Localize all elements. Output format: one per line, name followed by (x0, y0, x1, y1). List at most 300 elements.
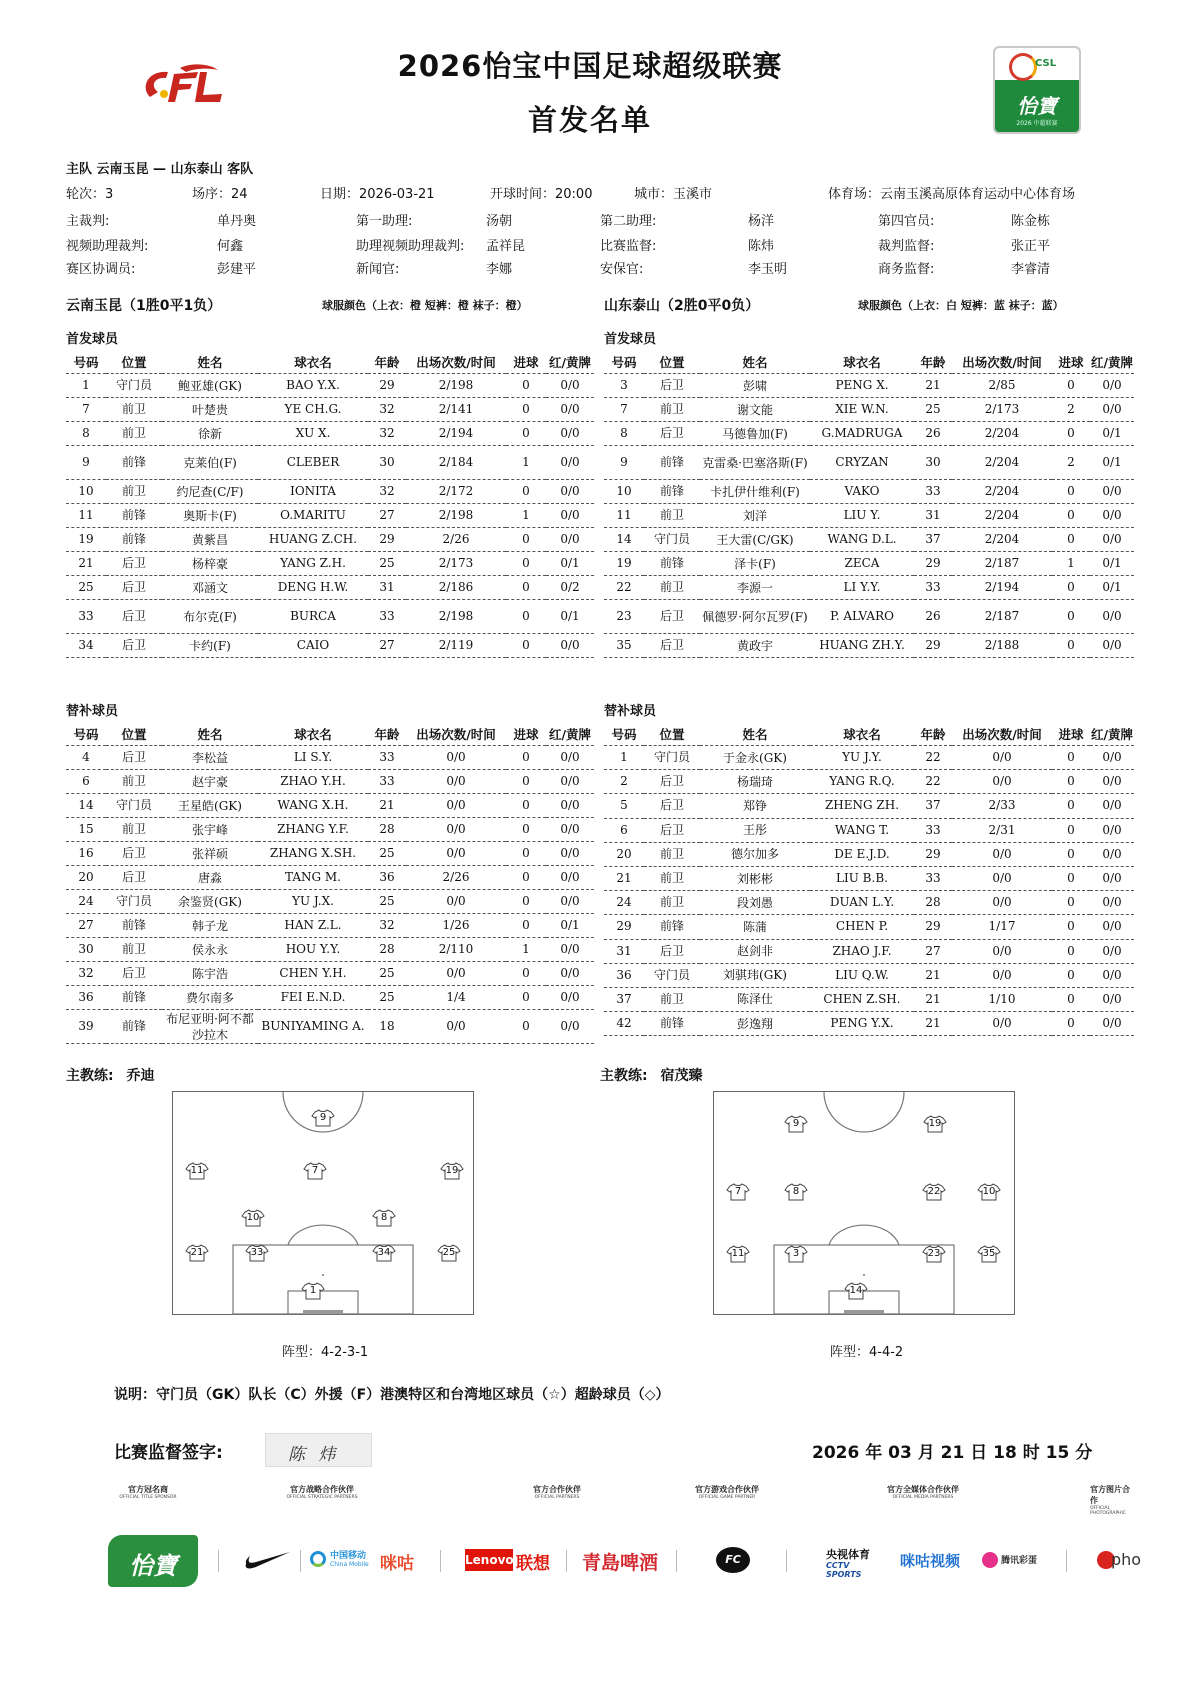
table-cell: 0/0 (546, 504, 594, 528)
player-jersey-icon (785, 1245, 807, 1263)
table-cell: 1/10 (952, 987, 1052, 1011)
column-header: 年龄 (368, 351, 406, 374)
table-cell: IONITA (258, 480, 368, 504)
table-cell: 0 (1052, 480, 1090, 504)
column-header: 进球 (506, 351, 546, 374)
table-cell: 33 (914, 818, 952, 842)
player-number: 11 (731, 1248, 745, 1259)
table-cell: CHEN P. (810, 915, 914, 939)
table-cell: 29 (914, 634, 952, 658)
player-number: 8 (792, 1186, 800, 1197)
table-cell: 1 (604, 746, 644, 770)
table-cell: 韩子龙 (162, 914, 258, 938)
yibao-logo: 怡寶 (108, 1535, 198, 1587)
table-cell: 2/85 (952, 374, 1052, 398)
table-cell: 29 (368, 374, 406, 398)
table-cell: 前锋 (644, 480, 700, 504)
table-cell: 2/31 (952, 818, 1052, 842)
player-number: 1 (309, 1285, 317, 1296)
table-cell: 25 (368, 986, 406, 1010)
table-cell: 0 (1052, 842, 1090, 866)
table-cell: 21 (914, 987, 952, 1011)
table-cell: 21 (368, 794, 406, 818)
official-name: 陈金栋 (1011, 214, 1051, 229)
table-cell: 25 (66, 576, 106, 600)
table-cell: 32 (368, 914, 406, 938)
table-cell: 0/1 (546, 552, 594, 576)
table-row (66, 480, 594, 504)
table-cell: 0/0 (406, 842, 506, 866)
player-jersey-icon (373, 1244, 395, 1262)
away-formation: 阵型：4-4-2 (830, 1345, 904, 1360)
column-header: 红/黄牌 (546, 351, 594, 374)
table-cell: 0 (1052, 528, 1090, 552)
table-cell: 2/26 (406, 528, 506, 552)
table-cell: 0/0 (546, 446, 594, 480)
table-cell: 1/4 (406, 986, 506, 1010)
table-cell: 后卫 (644, 818, 700, 842)
table-cell: 0/0 (546, 890, 594, 914)
table-cell: 前卫 (644, 987, 700, 1011)
table-cell: 33 (914, 576, 952, 600)
player-jersey-icon (978, 1183, 1000, 1201)
official-name: 李睿清 (1011, 262, 1051, 277)
table-cell: 0 (1052, 746, 1090, 770)
table-cell: 8 (604, 422, 644, 446)
official-label: 新闻官: (356, 262, 400, 277)
table-cell: 0/0 (546, 398, 594, 422)
table-cell: 14 (604, 528, 644, 552)
table-cell: 0/0 (952, 939, 1052, 963)
table-cell: 42 (604, 1012, 644, 1036)
table-row (604, 939, 1134, 963)
table-cell: VAKO (810, 480, 914, 504)
column-header: 年龄 (914, 351, 952, 374)
table-cell: 黄政宇 (700, 634, 810, 658)
table-cell: 陈泽仕 (700, 987, 810, 1011)
table-cell: 0/0 (952, 746, 1052, 770)
table-cell: 王星皓(GK) (162, 794, 258, 818)
table-row (604, 398, 1134, 422)
table-row (604, 422, 1134, 446)
table-row (604, 866, 1134, 890)
sponsor-category-sub: OFFICIAL PHOTOGRAPHIC (1090, 1506, 1127, 1516)
table-cell: 0/1 (1090, 446, 1134, 480)
table-cell: 0/0 (1090, 915, 1134, 939)
official-name: 李玉明 (748, 262, 788, 277)
table-cell: PENG X. (810, 374, 914, 398)
away-coach-name: 宿茂臻 (660, 1068, 703, 1084)
table-cell: 0/0 (1090, 866, 1134, 890)
table-cell: 0/1 (1090, 422, 1134, 446)
table-cell: 0 (506, 746, 546, 770)
table-cell: 37 (604, 987, 644, 1011)
table-cell: 2/204 (952, 504, 1052, 528)
table-cell: 14 (66, 794, 106, 818)
table-cell: 前卫 (106, 480, 162, 504)
game-no-info: 场序：24 (192, 187, 248, 202)
table-cell: 0 (1052, 794, 1090, 818)
table-cell: 1 (66, 374, 106, 398)
table-row (66, 842, 594, 866)
table-cell: 16 (66, 842, 106, 866)
table-cell: 0/0 (546, 528, 594, 552)
table-row (604, 794, 1134, 818)
table-cell: 2/186 (406, 576, 506, 600)
table-cell: 0/0 (952, 842, 1052, 866)
table-cell: 1/17 (952, 915, 1052, 939)
table-cell: 前锋 (106, 1010, 162, 1044)
table-cell: 2/173 (952, 398, 1052, 422)
table-cell: 0 (1052, 866, 1090, 890)
table-cell: 前卫 (106, 398, 162, 422)
table-cell: 0 (1052, 770, 1090, 794)
migu-video-logo: 咪咕视频 (900, 1552, 961, 1570)
table-cell: 32 (66, 962, 106, 986)
table-cell: 王彤 (700, 818, 810, 842)
table-cell: G.MADRUGA (810, 422, 914, 446)
column-header: 球衣名 (810, 351, 914, 374)
table-cell: 守门员 (106, 374, 162, 398)
table-cell: CHEN Y.H. (258, 962, 368, 986)
sponsor-category-label: 官方全媒体合作伙伴 (887, 1485, 959, 1494)
table-cell: CLEBER (258, 446, 368, 480)
player-jersey-icon (302, 1282, 324, 1300)
table-row (604, 552, 1134, 576)
player-number: 7 (311, 1165, 319, 1176)
table-cell: 李松益 (162, 746, 258, 770)
table-cell: 25 (368, 842, 406, 866)
table-cell: 刘洋 (700, 504, 810, 528)
table-row (604, 374, 1134, 398)
table-row (604, 891, 1134, 915)
player-number: 10 (982, 1186, 996, 1197)
table-cell: 29 (368, 528, 406, 552)
table-cell: 15 (66, 818, 106, 842)
city-info: 城市：玉溪市 (634, 187, 713, 202)
table-row (604, 446, 1134, 480)
sponsor-category-label: 官方合作伙伴 (533, 1485, 581, 1494)
player-jersey-icon (727, 1245, 749, 1263)
home-coach-name: 乔迪 (126, 1068, 155, 1084)
table-cell: 27 (66, 914, 106, 938)
table-cell: 27 (368, 634, 406, 658)
table-row (66, 770, 594, 794)
table-cell: 杨瑞琦 (700, 770, 810, 794)
table-cell: 2/194 (406, 422, 506, 446)
table-cell: 21 (914, 1012, 952, 1036)
table-cell: 0/0 (1090, 634, 1134, 658)
table-cell: 37 (914, 528, 952, 552)
table-cell: 克莱伯(F) (162, 446, 258, 480)
table-cell: 马德鲁加(F) (700, 422, 810, 446)
player-number: 23 (927, 1248, 941, 1259)
table-cell: 0 (506, 770, 546, 794)
table-cell: 0/0 (546, 866, 594, 890)
table-cell: 1 (506, 446, 546, 480)
table-cell: 26 (914, 422, 952, 446)
sponsor-category-label: 官方游戏合作伙伴 (695, 1485, 759, 1494)
table-cell: LIU Q.W. (810, 963, 914, 987)
table-cell: 25 (914, 398, 952, 422)
column-header: 姓名 (700, 351, 810, 374)
table-cell: 0 (506, 576, 546, 600)
table-cell: LI S.Y. (258, 746, 368, 770)
table-cell: 守门员 (644, 528, 700, 552)
table-cell: 0/0 (546, 422, 594, 446)
sponsor-category (863, 1484, 983, 1500)
table-row (66, 746, 594, 770)
table-cell: 25 (368, 962, 406, 986)
table-cell: 2/187 (952, 600, 1052, 634)
official-name: 彭建平 (217, 262, 257, 277)
table-cell: 0/0 (546, 374, 594, 398)
table-cell: 0/1 (1090, 552, 1134, 576)
table-cell: 0/0 (546, 480, 594, 504)
table-cell: 0 (506, 962, 546, 986)
player-number: 9 (792, 1118, 800, 1129)
table-cell: 0 (506, 866, 546, 890)
column-header: 号码 (604, 723, 644, 746)
table-row (66, 634, 594, 658)
table-cell: FEI E.N.D. (258, 986, 368, 1010)
table-cell: 0 (506, 552, 546, 576)
column-header: 姓名 (162, 723, 258, 746)
sponsor-category-sub: OFFICIAL MEDIA PARTNERS (892, 1495, 954, 1500)
table-cell: 0/2 (546, 576, 594, 600)
table-cell: 22 (604, 576, 644, 600)
table-cell: LIU B.B. (810, 866, 914, 890)
table-row (66, 528, 594, 552)
table-cell: 2/198 (406, 504, 506, 528)
table-cell: 9 (66, 446, 106, 480)
table-cell: 2 (604, 770, 644, 794)
home-subs-table (66, 723, 594, 1044)
table-cell: 9 (604, 446, 644, 480)
table-cell: 1 (506, 504, 546, 528)
table-cell: 33 (368, 770, 406, 794)
table-cell: 0/0 (546, 794, 594, 818)
table-cell: 后卫 (106, 552, 162, 576)
signature-handwriting: 陈 炜 (288, 1445, 340, 1465)
table-cell: 0/0 (546, 938, 594, 962)
table-row (66, 1010, 594, 1044)
table-cell: YE CH.G. (258, 398, 368, 422)
player-jersey-icon (373, 1209, 395, 1227)
away-kit-colors: 球服颜色（上衣：白 短裤：蓝 袜子：蓝） (858, 299, 1064, 312)
table-cell: 守门员 (644, 746, 700, 770)
table-cell: ZHENG ZH. (810, 794, 914, 818)
cctv-sports-logo: 央视体育 CCTV SPORTS (826, 1548, 870, 1579)
table-cell: 2/172 (406, 480, 506, 504)
table-cell: 2/198 (406, 374, 506, 398)
table-cell: 费尔南多 (162, 986, 258, 1010)
official-label: 赛区协调员: (66, 262, 136, 277)
table-cell: 守门员 (106, 890, 162, 914)
table-cell: 前卫 (644, 842, 700, 866)
tencent-logo: 腾讯彩蛋 (982, 1550, 1052, 1572)
column-header: 位置 (644, 723, 700, 746)
official-label: 第一助理: (356, 214, 413, 229)
table-row (66, 818, 594, 842)
player-jersey-icon (242, 1209, 264, 1227)
official-label: 安保官: (600, 262, 644, 277)
player-number: 21 (190, 1247, 204, 1258)
player-number: 33 (250, 1247, 264, 1258)
table-cell: 唐淼 (162, 866, 258, 890)
table-cell: LI Y.Y. (810, 576, 914, 600)
csl-logo: CSL 怡寶 2026 中超联赛 (993, 46, 1081, 134)
table-cell: 0/0 (1090, 987, 1134, 1011)
table-cell: PENG Y.X. (810, 1012, 914, 1036)
home-formation: 阵型：4-2-3-1 (282, 1345, 369, 1360)
column-header: 号码 (66, 723, 106, 746)
table-cell: 10 (604, 480, 644, 504)
table-cell: YU J.Y. (810, 746, 914, 770)
table-cell: 2/141 (406, 398, 506, 422)
table-cell: DE E.J.D. (810, 842, 914, 866)
table-cell: 后卫 (644, 374, 700, 398)
table-cell: 31 (914, 504, 952, 528)
table-cell: 布尼亚明·阿不都沙拉木 (162, 1010, 258, 1044)
table-cell: DUAN L.Y. (810, 891, 914, 915)
table-cell: 0 (506, 528, 546, 552)
table-cell: 25 (368, 552, 406, 576)
table-cell: 陈宇浩 (162, 962, 258, 986)
table-cell: 泽卡(F) (700, 552, 810, 576)
official-label: 裁判监督: (878, 239, 935, 254)
table-cell: ZHANG X.SH. (258, 842, 368, 866)
table-cell: 0/0 (546, 634, 594, 658)
table-cell: 0/0 (546, 1010, 594, 1044)
table-cell: 0/0 (952, 770, 1052, 794)
home-kit-colors: 球服颜色（上衣：橙 短裤：橙 袜子：橙） (322, 299, 528, 312)
sponsor-category (88, 1484, 208, 1500)
table-cell: 18 (368, 1010, 406, 1044)
player-jersey-icon (441, 1162, 463, 1180)
table-cell: 0 (1052, 818, 1090, 842)
player-jersey-icon (923, 1183, 945, 1201)
table-cell: 11 (66, 504, 106, 528)
table-cell: 王大雷(C/GK) (700, 528, 810, 552)
table-cell: 余鉴贤(GK) (162, 890, 258, 914)
table-cell: 守门员 (106, 794, 162, 818)
table-row (66, 504, 594, 528)
player-number: 11 (190, 1165, 204, 1176)
table-row (604, 504, 1134, 528)
player-number: 35 (982, 1248, 996, 1259)
ea-fc-logo: FC (716, 1547, 750, 1573)
table-cell: 0 (1052, 939, 1090, 963)
table-cell: 2/110 (406, 938, 506, 962)
table-row (66, 446, 594, 480)
sponsor-category-label: 官方冠名商 (128, 1485, 168, 1494)
table-cell: 张祥硕 (162, 842, 258, 866)
table-cell: 0/0 (1090, 939, 1134, 963)
table-cell: 0/0 (546, 770, 594, 794)
away-formation-pitch (713, 1091, 1015, 1315)
sponsor-category-sub: OFFICIAL GAME PARTNER (698, 1495, 756, 1500)
column-header: 位置 (106, 351, 162, 374)
table-cell: 前卫 (644, 398, 700, 422)
table-cell: 23 (604, 600, 644, 634)
table-cell: 0/0 (1090, 770, 1134, 794)
official-name: 孟祥昆 (486, 239, 526, 254)
official-name: 何鑫 (217, 239, 244, 254)
table-cell: HOU Y.Y. (258, 938, 368, 962)
player-jersey-icon (845, 1282, 867, 1300)
table-cell: 30 (914, 446, 952, 480)
table-cell: 0/0 (406, 1010, 506, 1044)
table-cell: 27 (368, 504, 406, 528)
table-cell: 0/0 (406, 770, 506, 794)
table-cell: 2/204 (952, 480, 1052, 504)
table-cell: 0/0 (546, 986, 594, 1010)
table-cell: WANG D.L. (810, 528, 914, 552)
column-header: 进球 (506, 723, 546, 746)
table-cell: 前卫 (106, 938, 162, 962)
column-header: 年龄 (368, 723, 406, 746)
column-header: 红/黄牌 (1090, 723, 1134, 746)
table-cell: CHEN Z.SH. (810, 987, 914, 1011)
table-row (604, 770, 1134, 794)
column-header: 出场次数/时间 (952, 723, 1052, 746)
kickoff-info: 开球时间：20:00 (490, 187, 593, 202)
column-header: 位置 (106, 723, 162, 746)
table-cell: O.MARITU (258, 504, 368, 528)
away-starters-label: 首发球员 (604, 332, 657, 347)
table-cell: 0/0 (1090, 374, 1134, 398)
table-cell: 2 (1052, 446, 1090, 480)
table-cell: 0/0 (1090, 528, 1134, 552)
table-cell: 10 (66, 480, 106, 504)
table-cell: CAIO (258, 634, 368, 658)
table-cell: 3 (604, 374, 644, 398)
table-cell: 31 (368, 576, 406, 600)
home-formation-pitch (172, 1091, 474, 1315)
table-cell: 鲍亚雄(GK) (162, 374, 258, 398)
table-cell: BUNIYAMING A. (258, 1010, 368, 1044)
table-cell: 0/1 (1090, 576, 1134, 600)
date-info: 日期：2026-03-21 (320, 187, 435, 202)
table-cell: 刘彬彬 (700, 866, 810, 890)
table-cell: 前锋 (644, 915, 700, 939)
table-row (66, 986, 594, 1010)
table-cell: 前锋 (644, 552, 700, 576)
table-cell: 奥斯卡(F) (162, 504, 258, 528)
signature-datetime: 2026 年 03 月 21 日 18 时 15 分 (812, 1443, 1093, 1463)
table-row (66, 794, 594, 818)
table-cell: 6 (66, 770, 106, 794)
table-cell: 36 (604, 963, 644, 987)
home-coach-label: 主教练: (66, 1068, 114, 1084)
table-row (604, 842, 1134, 866)
table-row (604, 600, 1134, 634)
sponsor-category (667, 1484, 787, 1500)
table-cell: 前锋 (644, 1012, 700, 1036)
table-cell: 22 (914, 770, 952, 794)
table-cell: 侯永永 (162, 938, 258, 962)
column-header: 姓名 (162, 351, 258, 374)
table-cell: LIU Y. (810, 504, 914, 528)
table-row (66, 576, 594, 600)
table-cell: 39 (66, 1010, 106, 1044)
table-cell: 2/184 (406, 446, 506, 480)
table-cell: 0 (506, 634, 546, 658)
table-cell: 0 (506, 480, 546, 504)
official-label: 第四官员: (878, 214, 935, 229)
table-cell: 前卫 (106, 818, 162, 842)
